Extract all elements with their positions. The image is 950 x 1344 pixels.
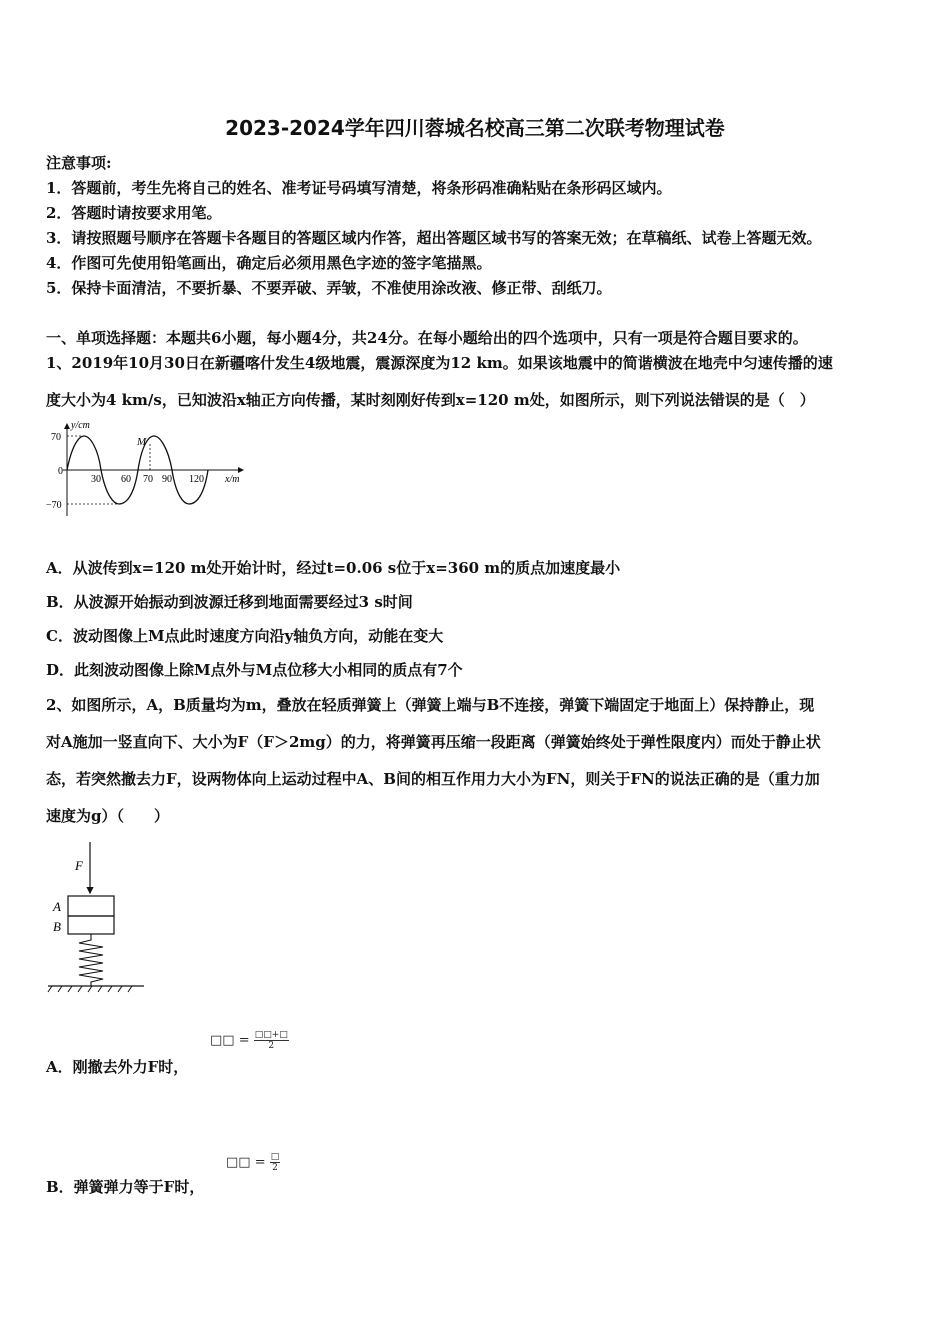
spring-figure xyxy=(44,840,154,995)
x-axis-label: x/m xyxy=(225,474,240,485)
q2-option-b-formula xyxy=(226,1152,280,1173)
note-item: 1．答题前，考生先将自己的姓名、准考证号码填写清楚，将条形码准确粘贴在条形码区域内。 xyxy=(46,179,672,197)
q2-option-a: A．刚撤去外力F时， xyxy=(46,1058,189,1076)
x-tick: 90 xyxy=(162,474,172,485)
formula-denominator: 2 xyxy=(272,1163,278,1173)
formula-numerator: □□+□ xyxy=(254,1030,288,1040)
force-label: F xyxy=(75,858,83,873)
question-2-line3: 态，若突然撤去力F，设两物体向上运动过程中A、B间的相互作用力大小为FN，则关于FN的说法正确的是（重力加 xyxy=(46,770,820,788)
x-tick: 120 xyxy=(189,474,204,485)
page-title: 2023-2024学年四川蓉城名校高三第二次联考物理试卷 xyxy=(225,116,725,140)
y-tick: 70 xyxy=(51,432,61,443)
block-a-label: A xyxy=(53,899,61,914)
formula-fraction xyxy=(254,1030,289,1051)
question-2-line4: 速度为g）（ ） xyxy=(46,807,169,825)
point-m-label: M xyxy=(137,436,147,448)
x-tick: 70 xyxy=(143,474,153,485)
q1-option-d: D．此刻波动图像上除M点外与M点位移大小相同的质点有7个 xyxy=(46,661,463,679)
question-1-line1: 1、2019年10月30日在新疆喀什发生4级地震，震源深度为12 km。如果该地震中的简谐横波在地壳中匀速传播的速 xyxy=(46,354,833,372)
y-axis-label: y/cm xyxy=(71,420,90,431)
x-tick: 30 xyxy=(91,474,101,485)
block-b xyxy=(68,916,114,934)
q2-option-a-formula xyxy=(210,1030,289,1051)
q1-option-c: C．波动图像上M点此时速度方向沿y轴负方向，动能在变大 xyxy=(46,627,444,645)
x-tick: 60 xyxy=(121,474,131,485)
formula-numerator: □ xyxy=(270,1152,280,1162)
spring xyxy=(79,934,103,986)
question-1-line2: 度大小为4 km/s，已知波沿x轴正方向传播，某时刻刚好传到x=120 m处，如图所示，则下列说法错误的是（ ） xyxy=(46,391,815,409)
ground-hatch xyxy=(48,986,132,992)
formula-fraction xyxy=(270,1152,281,1173)
note-item: 4．作图可先使用铅笔画出，确定后必须用黑色字迹的签字笔描黑。 xyxy=(46,254,492,272)
section-heading: 一、单项选择题：本题共6小题，每小题4分，共24分。在每小题给出的四个选项中，只有一项是符合题目要求的。 xyxy=(46,329,808,347)
note-item: 5．保持卡面清洁，不要折暴、不要弄破、弄皱，不准使用涂改液、修正带、刮纸刀。 xyxy=(46,279,612,297)
wave-figure xyxy=(38,418,258,520)
question-2-line2: 对A施加一竖直向下、大小为F（F＞2mg）的力，将弹簧再压缩一段距离（弹簧始终处于弹性限度内）而处于静止状 xyxy=(46,733,821,751)
y-tick: 0 xyxy=(58,466,63,477)
note-item: 3．请按照题号顺序在答题卡各题目的答题区域内作答，超出答题区域书写的答案无效；在草稿纸、试卷上答题无效。 xyxy=(46,229,822,247)
block-a xyxy=(68,896,114,916)
y-tick: −70 xyxy=(46,500,62,511)
q2-option-b: B．弹簧弹力等于F时， xyxy=(46,1178,205,1196)
q1-option-a: A．从波传到x=120 m处开始计时，经过t=0.06 s位于x=360 m的质点加速度最小 xyxy=(46,559,621,577)
notes-heading: 注意事项: xyxy=(46,154,112,172)
note-item: 2．答题时请按要求用笔。 xyxy=(46,204,222,222)
formula-lhs: □□ = xyxy=(210,1033,250,1048)
formula-lhs: □□ = xyxy=(226,1155,266,1170)
question-2-line1: 2、如图所示，A，B质量均为m，叠放在轻质弹簧上（弹簧上端与B不连接，弹簧下端固定于地面上）保持静止，现 xyxy=(46,696,815,714)
formula-denominator: 2 xyxy=(268,1041,275,1051)
block-b-label: B xyxy=(53,919,61,934)
q1-option-b: B．从波源开始振动到波源迁移到地面需要经过3 s时间 xyxy=(46,593,413,611)
